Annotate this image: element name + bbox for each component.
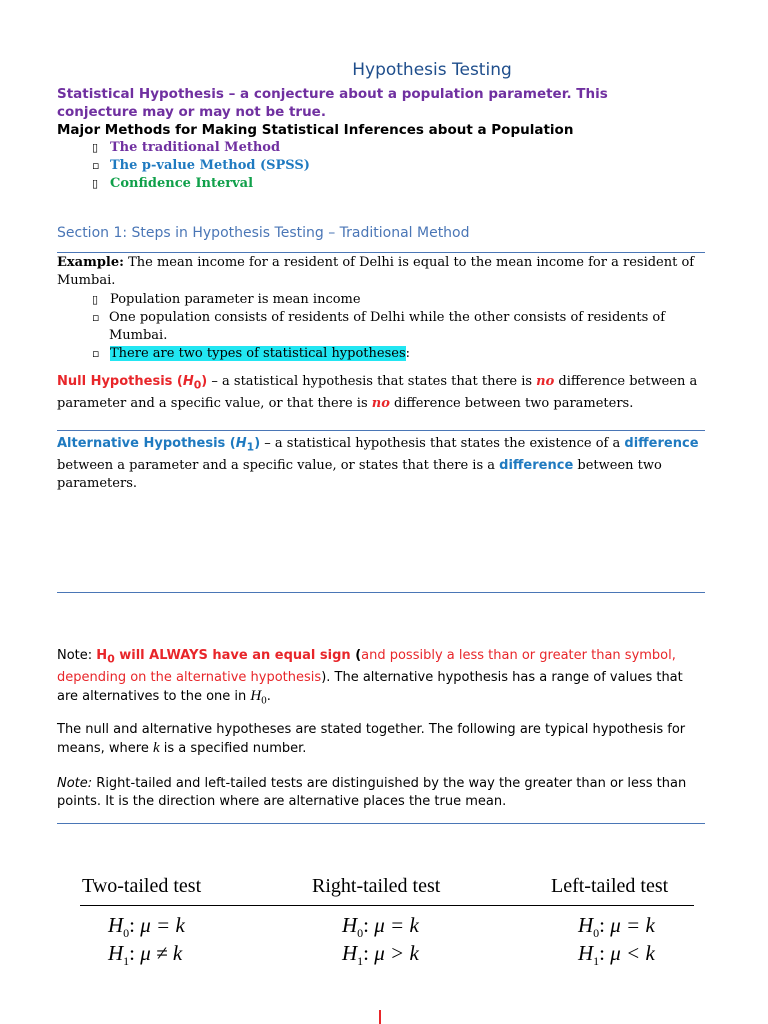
text: difference between two parameters. (389, 395, 634, 411)
h0-subscript: 0 (193, 378, 202, 392)
paren: ) (254, 436, 261, 451)
note-label: Note: (57, 648, 97, 663)
highlighted-bullet-text: There are two types of statistical hypotheses (110, 346, 406, 361)
stated-together-paragraph (57, 721, 707, 758)
two-tailed-h1: $H_1$: μ ≠ k (108, 941, 183, 969)
example-paragraph (57, 254, 707, 290)
method-label: The traditional Method (110, 140, 281, 155)
bullet-icon: ▫ (92, 311, 100, 324)
text: is a specified number. (159, 741, 307, 756)
text: – a statistical hypothesis that states the existence of a (260, 436, 625, 451)
text: ). The alternative hypothesis has a range of values that are alternatives to the one in (57, 669, 683, 704)
bullet-text: One population consists of residents of Delhi while the other consists of residents of Mumbai. (108, 310, 666, 343)
left-tailed-heading: Left-tailed test (551, 875, 669, 897)
h0-expression: μ = k (610, 913, 655, 937)
bullet-tail: : (405, 346, 411, 361)
section-1-heading: Section 1: Steps in Hypothesis Testing – Traditional Method (57, 225, 470, 241)
method-item-pvalue (92, 158, 310, 173)
text: between a parameter and a specific value, or states that there is a (57, 457, 500, 473)
null-hypothesis-paragraph (57, 373, 717, 413)
null-hypothesis-label: Null Hypothesis ( (57, 374, 183, 389)
table-rule (80, 905, 694, 906)
h0-symbol: H (182, 374, 194, 389)
emphasis-no: no (536, 374, 555, 389)
h1-subscript: 1 (246, 440, 255, 454)
example-bullet (92, 345, 692, 363)
h0-subscript: 0 (107, 652, 115, 666)
example-text: The mean income for a resident of Delhi is equal to the mean income for a resident of Mumbai. (57, 255, 695, 288)
method-item-confidence (92, 176, 253, 191)
text: between two parameters. (57, 457, 662, 491)
text: difference between a parameter and a specific value, or that there is (57, 374, 698, 411)
left-tailed-h1: $H_1$: μ < k (578, 941, 655, 969)
text: The null and alternative hypotheses are stated together. The following are typical hypothesis for means, where (57, 722, 686, 756)
note-red-text: and possibly a less than or greater than symbol, depending on the alternative hypothesis (57, 648, 676, 685)
bullet-icon: ▯ (92, 293, 99, 306)
h1-symbol: H (235, 436, 247, 451)
h0-expression: μ = k (374, 913, 419, 937)
paren: ( (350, 648, 362, 663)
page-title: Hypothesis Testing (352, 60, 512, 80)
note-paragraph (57, 647, 707, 709)
bullet-icon: ▯ (92, 141, 99, 154)
two-tailed-h0: $H_0$: μ = k (108, 913, 185, 941)
right-tailed-h1: $H_1$: μ > k (342, 941, 419, 969)
h1-expression: μ ≠ k (140, 941, 183, 965)
h0-symbol: H (96, 648, 108, 663)
bullet-text: Population parameter is mean income (110, 292, 361, 307)
definition-term: Statistical Hypothesis (57, 86, 224, 102)
divider (57, 592, 705, 593)
emphasis-difference: difference (624, 436, 699, 451)
bullet-icon: ▫ (92, 347, 100, 360)
method-label: Confidence Interval (110, 176, 254, 191)
text: – a statistical hypothesis that states that there is (207, 374, 537, 389)
note-label: Note: (57, 776, 93, 791)
alt-hypothesis-label: Alternative Hypothesis ( (57, 436, 236, 451)
text: Right-tailed and left-tailed tests are distinguished by the way the greater than or less than points. It is the direction where are alternative places the true mean. (57, 776, 687, 809)
method-label: The p-value Method (SPSS) (110, 158, 310, 173)
equal-sign-rule: will ALWAYS have an equal sign (114, 648, 351, 663)
alternative-hypothesis-paragraph (57, 435, 717, 493)
note-tailed-paragraph (57, 775, 707, 811)
bullet-icon: ▯ (92, 177, 99, 190)
major-methods-heading: Major Methods for Making Statistical Inferences about a Population (57, 122, 574, 138)
h0-expression: μ = k (140, 913, 185, 937)
h0-symbol: H (250, 687, 262, 704)
page-marker (379, 1010, 381, 1024)
h0-subscript: 0 (261, 694, 267, 707)
right-tailed-heading: Right-tailed test (312, 875, 441, 897)
divider (57, 823, 705, 824)
left-tailed-h0: $H_0$: μ = k (578, 913, 655, 941)
right-tailed-h0: $H_0$: μ = k (342, 913, 419, 941)
two-tailed-heading: Two-tailed test (82, 875, 202, 897)
method-item-traditional (92, 140, 280, 155)
statistical-hypothesis-definition (57, 85, 657, 121)
text: . (266, 688, 271, 704)
emphasis-difference: difference (499, 457, 574, 473)
h1-expression: μ < k (610, 941, 655, 965)
divider (57, 430, 705, 431)
emphasis-no: no (371, 395, 390, 411)
h1-expression: μ > k (374, 941, 419, 965)
bullet-icon: ▫ (92, 159, 100, 172)
definition-text: – a conjecture about a population parameter. This conjecture may or may not be true. (57, 86, 608, 120)
divider (57, 252, 705, 253)
paren: ) (201, 374, 208, 389)
k-symbol: k (152, 740, 160, 756)
example-label: Example: (57, 255, 124, 270)
example-bullet (92, 309, 692, 345)
example-bullet (92, 291, 692, 309)
